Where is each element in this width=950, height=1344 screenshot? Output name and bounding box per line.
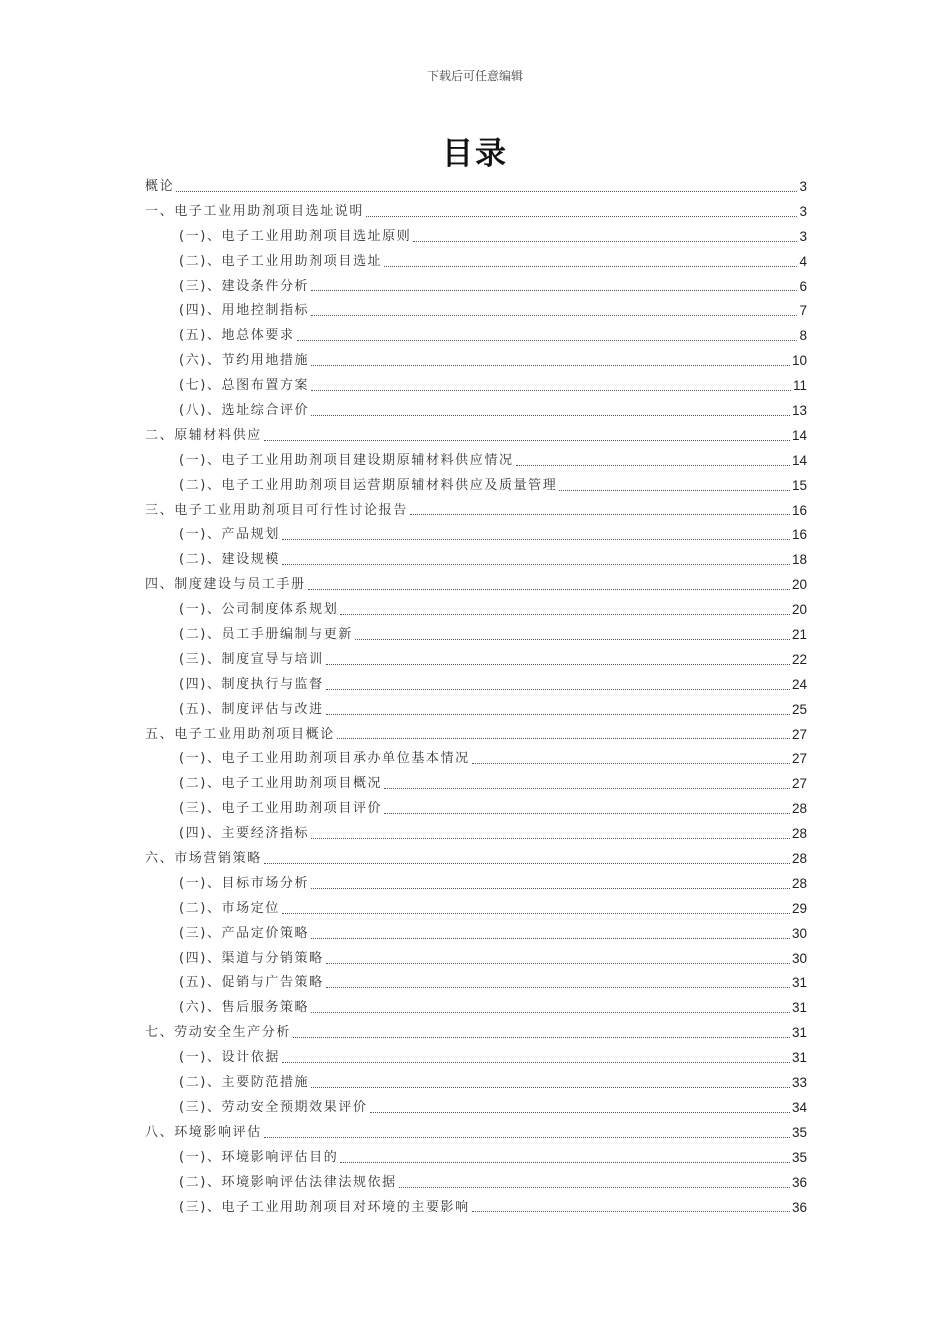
toc-leader-dots — [355, 638, 790, 640]
toc-entry-page-number: 30 — [791, 925, 807, 941]
toc-leader-dots — [366, 215, 797, 217]
toc-entry-label: (三)、建设条件分析 — [179, 278, 310, 294]
toc-entry-page-number: 29 — [791, 900, 807, 916]
toc-entry[interactable] — [145, 922, 807, 947]
toc-entry[interactable] — [145, 449, 807, 474]
toc-entry-label: (一)、电子工业用助剂项目承办单位基本情况 — [179, 751, 470, 767]
toc-entry-page-number: 36 — [791, 1199, 807, 1215]
toc-entry[interactable] — [145, 673, 807, 698]
toc-leader-dots — [282, 538, 790, 540]
toc-entry[interactable] — [145, 972, 807, 997]
toc-entry-page-number: 6 — [799, 278, 807, 294]
toc-entry[interactable] — [145, 648, 807, 673]
toc-leader-dots — [472, 1210, 790, 1212]
toc-entry-page-number: 3 — [799, 228, 807, 244]
toc-entry-page-number: 33 — [791, 1075, 807, 1091]
toc-leader-dots — [311, 364, 790, 366]
toc-entry[interactable] — [145, 399, 807, 424]
toc-entry[interactable] — [145, 1046, 807, 1071]
toc-leader-dots — [282, 563, 790, 565]
toc-entry-page-number: 25 — [791, 701, 807, 717]
toc-entry-page-number: 15 — [791, 477, 807, 493]
header-note: 下载后可任意编辑 — [426, 69, 523, 83]
toc-entry-label: (一)、电子工业用助剂项目建设期原辅材料供应情况 — [179, 452, 514, 468]
toc-entry-page-number: 16 — [791, 502, 807, 518]
toc-entry[interactable] — [145, 374, 807, 399]
toc-entry-label: (五)、地总体要求 — [179, 328, 295, 344]
toc-entry[interactable] — [145, 499, 807, 524]
toc-leader-dots — [399, 1186, 790, 1188]
toc-entry[interactable] — [145, 299, 807, 324]
toc-entry-page-number: 30 — [791, 950, 807, 966]
toc-leader-dots — [326, 713, 790, 715]
toc-entry-page-number: 14 — [791, 427, 807, 443]
toc-entry-page-number: 27 — [791, 726, 807, 742]
toc-leader-dots — [311, 414, 790, 416]
toc-leader-dots — [384, 265, 797, 267]
toc-entry-page-number: 21 — [791, 627, 807, 643]
toc-entry-label: (八)、选址综合评价 — [179, 403, 310, 418]
toc-entry-page-number: 3 — [799, 203, 807, 219]
toc-leader-dots — [413, 240, 797, 242]
toc-entry[interactable] — [145, 275, 807, 300]
toc-leader-dots — [516, 464, 790, 466]
toc-entry-page-number: 4 — [799, 253, 807, 269]
toc-entry-label: (四)、制度执行与监督 — [179, 676, 324, 692]
toc-entry-page-number: 31 — [791, 1000, 807, 1016]
toc-leader-dots — [282, 1061, 790, 1063]
toc-entry[interactable] — [145, 947, 807, 972]
toc-entry[interactable] — [145, 698, 807, 723]
toc-entry-label: 一、电子工业用助剂项目选址说明 — [145, 203, 365, 219]
toc-entry-page-number: 28 — [791, 801, 807, 817]
toc-leader-dots — [176, 190, 797, 192]
toc-entry[interactable] — [145, 1021, 807, 1046]
toc-entry[interactable] — [145, 523, 807, 548]
toc-entry-label: (三)、制度宣导与培训 — [179, 651, 324, 667]
toc-entry-label: (二)、市场定位 — [179, 900, 280, 916]
toc-entry[interactable] — [145, 474, 807, 499]
toc-leader-dots — [264, 862, 790, 864]
toc-entry-page-number: 34 — [791, 1099, 807, 1115]
toc-entry-page-number: 10 — [791, 353, 807, 369]
toc-entry-page-number: 36 — [791, 1174, 807, 1190]
toc-entry-label: (七)、总图布置方案 — [179, 378, 310, 394]
toc-entry-page-number: 11 — [792, 378, 807, 394]
toc-entry[interactable] — [145, 623, 807, 648]
toc-leader-dots — [311, 937, 790, 939]
page-title: 目录 — [442, 136, 508, 172]
toc-entry-page-number: 18 — [791, 552, 807, 568]
toc-entry[interactable] — [145, 897, 807, 922]
toc-entry-label: (一)、公司制度体系规划 — [179, 602, 339, 618]
toc-leader-dots — [308, 588, 790, 590]
toc-leader-dots — [311, 1011, 790, 1013]
toc-entry[interactable] — [145, 822, 807, 847]
toc-entry-page-number: 28 — [791, 875, 807, 891]
toc-entry-label: (六)、售后服务策略 — [179, 1000, 310, 1016]
toc-entry-page-number: 8 — [799, 328, 807, 344]
toc-entry-label: 七、劳动安全生产分析 — [145, 1025, 292, 1041]
toc-entry[interactable] — [145, 1121, 807, 1146]
toc-leader-dots — [340, 613, 790, 615]
toc-entry[interactable] — [145, 324, 807, 349]
toc-entry-label: (二)、主要防范措施 — [179, 1075, 310, 1091]
toc-entry-label: (三)、劳动安全预期效果评价 — [179, 1099, 368, 1115]
toc-entry[interactable] — [145, 225, 807, 250]
toc-leader-dots — [311, 1086, 790, 1088]
toc-entry[interactable] — [145, 723, 807, 748]
toc-entry-page-number: 31 — [791, 1050, 807, 1066]
toc-entry-page-number: 27 — [791, 751, 807, 767]
toc-entry[interactable] — [145, 573, 807, 598]
toc-leader-dots — [384, 787, 790, 789]
toc-entry-label: (一)、目标市场分析 — [179, 875, 310, 891]
toc-entry-label: (二)、电子工业用助剂项目概况 — [179, 776, 383, 792]
toc-entry[interactable] — [145, 250, 807, 275]
toc-entry-label: (四)、渠道与分销策略 — [179, 950, 324, 966]
toc-entry[interactable] — [145, 548, 807, 573]
toc-entry-page-number: 20 — [791, 602, 807, 618]
toc-entry-page-number: 13 — [791, 403, 807, 418]
toc-leader-dots — [297, 339, 798, 341]
toc-entry-label: (一)、设计依据 — [179, 1050, 280, 1066]
toc-leader-dots — [326, 986, 790, 988]
toc-leader-dots — [384, 812, 790, 814]
toc-entry-label: 八、环境影响评估 — [145, 1124, 262, 1140]
table-of-contents — [145, 175, 807, 1220]
toc-entry-page-number: 24 — [791, 676, 807, 692]
toc-entry-label: (六)、节约用地措施 — [179, 353, 310, 369]
toc-entry[interactable] — [145, 349, 807, 374]
toc-leader-dots — [472, 762, 790, 764]
toc-entry-label: 五、电子工业用助剂项目概论 — [145, 726, 335, 742]
toc-entry-page-number: 35 — [791, 1149, 807, 1165]
toc-entry-page-number: 35 — [791, 1124, 807, 1140]
toc-entry-label: (二)、电子工业用助剂项目选址 — [179, 253, 383, 269]
toc-leader-dots — [410, 513, 790, 515]
toc-entry-page-number: 27 — [791, 776, 807, 792]
toc-entry-label: (二)、环境影响评估法律法规依据 — [179, 1174, 397, 1190]
toc-entry-label: 二、原辅材料供应 — [145, 427, 262, 443]
toc-entry[interactable] — [145, 1096, 807, 1121]
toc-entry-page-number: 3 — [799, 178, 807, 194]
toc-entry[interactable] — [145, 1146, 807, 1171]
toc-entry-page-number: 14 — [791, 452, 807, 468]
toc-entry-label: 四、制度建设与员工手册 — [145, 577, 306, 593]
toc-entry-label: 六、市场营销策略 — [145, 851, 262, 867]
toc-entry-label: (三)、产品定价策略 — [179, 925, 310, 941]
toc-entry-label: (二)、建设规模 — [179, 552, 280, 568]
toc-leader-dots — [264, 1136, 790, 1138]
toc-entry-page-number: 20 — [791, 577, 807, 593]
toc-entry[interactable] — [145, 847, 807, 872]
toc-leader-dots — [311, 289, 797, 291]
toc-entry-label: (二)、员工手册编制与更新 — [179, 627, 353, 643]
toc-entry[interactable] — [145, 424, 807, 449]
toc-leader-dots — [311, 887, 790, 889]
toc-leader-dots — [337, 737, 790, 739]
toc-entry-label: (三)、电子工业用助剂项目评价 — [179, 801, 383, 817]
toc-entry-page-number: 7 — [799, 303, 807, 319]
toc-entry[interactable] — [145, 175, 807, 200]
toc-entry-page-number: 31 — [791, 1025, 807, 1041]
toc-entry-label: (二)、电子工业用助剂项目运营期原辅材料供应及质量管理 — [179, 477, 558, 493]
toc-entry[interactable] — [145, 200, 807, 225]
toc-leader-dots — [311, 837, 790, 839]
toc-entry[interactable] — [145, 996, 807, 1021]
toc-leader-dots — [311, 314, 797, 316]
toc-entry[interactable] — [145, 797, 807, 822]
toc-leader-dots — [264, 439, 790, 441]
toc-entry-page-number: 28 — [791, 851, 807, 867]
toc-entry[interactable] — [145, 1196, 807, 1221]
toc-entry[interactable] — [145, 598, 807, 623]
toc-leader-dots — [326, 688, 790, 690]
toc-entry[interactable] — [145, 747, 807, 772]
toc-leader-dots — [311, 389, 791, 391]
toc-entry-label: (一)、电子工业用助剂项目选址原则 — [179, 228, 412, 244]
toc-entry[interactable] — [145, 872, 807, 897]
toc-entry-page-number: 28 — [791, 826, 807, 842]
toc-entry-label: (五)、制度评估与改进 — [179, 701, 324, 717]
toc-entry-page-number: 16 — [791, 527, 807, 543]
toc-entry[interactable] — [145, 772, 807, 797]
toc-leader-dots — [326, 663, 790, 665]
toc-entry-label: (四)、用地控制指标 — [179, 303, 310, 319]
toc-entry[interactable] — [145, 1171, 807, 1196]
toc-entry-label: (一)、环境影响评估目的 — [179, 1149, 339, 1165]
toc-leader-dots — [559, 489, 790, 491]
toc-leader-dots — [340, 1161, 790, 1163]
toc-leader-dots — [370, 1111, 790, 1113]
toc-entry-label: (五)、促销与广告策略 — [179, 975, 324, 991]
toc-entry-label: (一)、产品规划 — [179, 527, 280, 543]
toc-entry-label: (三)、电子工业用助剂项目对环境的主要影响 — [179, 1199, 470, 1215]
toc-entry[interactable] — [145, 1071, 807, 1096]
toc-entry-page-number: 31 — [791, 975, 807, 991]
toc-leader-dots — [282, 912, 790, 914]
toc-leader-dots — [293, 1036, 790, 1038]
toc-entry-label: (四)、主要经济指标 — [179, 826, 310, 842]
toc-leader-dots — [326, 962, 790, 964]
toc-entry-label: 三、电子工业用助剂项目可行性讨论报告 — [145, 502, 408, 518]
toc-entry-page-number: 22 — [791, 651, 807, 667]
toc-entry-label: 概论 — [145, 178, 175, 194]
